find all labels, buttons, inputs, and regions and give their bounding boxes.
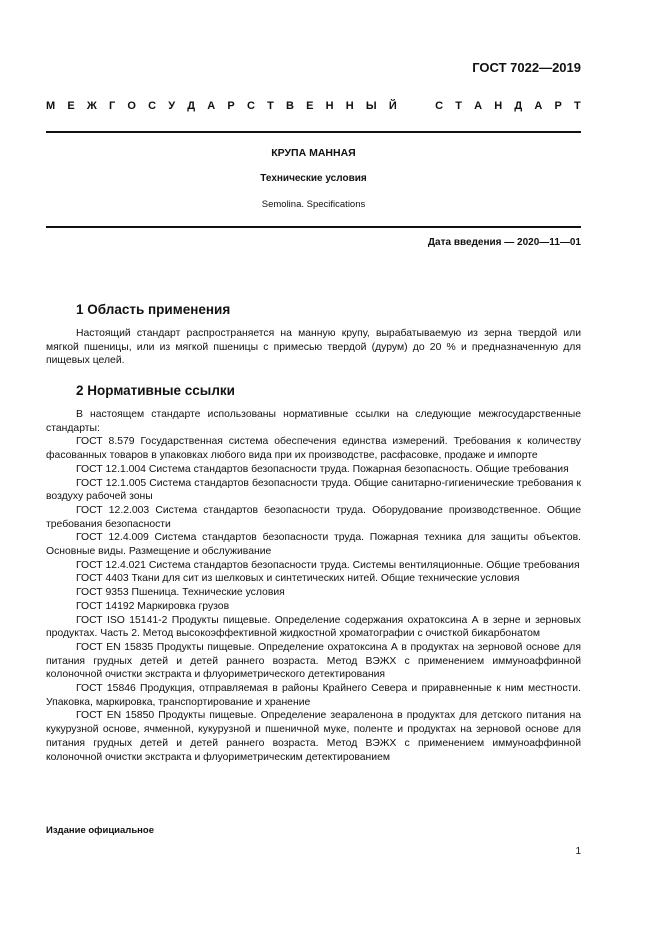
reference-paragraph: ГОСТ 12.1.004 Система стандартов безопасности труда. Пожарная безопасность. Общие требования: [76, 463, 569, 475]
reference-paragraph: ГОСТ 12.4.021 Система стандартов безопасности труда. Системы вентиляционные. Общие требования: [76, 559, 580, 571]
heading-letter: С: [246, 100, 255, 112]
heading-letter: О: [127, 100, 136, 112]
introduction-date: Дата введения — 2020—11—01: [427, 237, 581, 248]
section-1-paragraph: Настоящий стандарт распространяется на манную крупу, вырабатываемую из зерна твердой или мягкой пшеницы, или из мягкой пшеницы с примесью твердой (дурум) до 20 % и предназначенную для пищевых целей.: [46, 328, 581, 367]
document-title: КРУПА МАННАЯ: [271, 147, 356, 159]
reference-paragraph: ГОСТ ISO 15141-2 Продукты пищевые. Определение содержания охратоксина А в зерне и зерновых продуктах. Часть 2. Метод высокоэффективной жидкостной хроматографии с очисткой бикарбонатом: [46, 614, 581, 640]
heading-letter: Н: [325, 100, 334, 112]
heading-letter: А: [534, 100, 543, 112]
heading-letter: Й: [388, 100, 397, 112]
section-2-heading: 2 Нормативные ссылки: [76, 383, 235, 398]
reference-paragraph: ГОСТ EN 15850 Продукты пищевые. Определение зеараленона в продуктах для детского питания на кукурузной основе, ячменной, кукурузной и пшеничной муке, поленте и продуктах на зерновой основе для питания грудных детей и детей раннего возраста. Метод ВЭЖХ с применением иммуноаффинной колоночной очистки экстракта и флуориметрическим детектированием: [46, 710, 581, 763]
heading-letter: Д: [187, 100, 196, 112]
heading-word-gap: [409, 100, 423, 112]
reference-paragraph: ГОСТ 15846 Продукция, отправляемая в районы Крайнего Севера и приравненные к ним местности. Упаковка, маркировка, транспортирование и хранение: [46, 683, 581, 708]
heading-letter: Н: [345, 100, 354, 112]
heading-letter: Т: [455, 100, 462, 112]
document-english-title: Semolina. Specifications: [261, 199, 366, 210]
heading-letter: Е: [67, 100, 75, 112]
reference-paragraph: ГОСТ 12.2.003 Система стандартов безопасности труда. Оборудование производственное. Общие требования безопасности: [46, 504, 581, 530]
heading-letter: В: [285, 100, 294, 112]
heading-letter: Т: [267, 100, 274, 112]
reference-paragraph: ГОСТ 12.4.009 Система стандартов безопасности труда. Пожарная техника для защиты объектов. Основные виды. Размещение и обслуживание: [46, 532, 581, 558]
heading-letter: М: [46, 100, 56, 112]
heading-letter: Ж: [86, 100, 97, 112]
heading-letter: Ы: [365, 100, 377, 112]
reference-paragraph: ГОСТ 12.1.005 Система стандартов безопасности труда. Общие санитарно-гигиенические требования к воздуху рабочей зоны: [46, 477, 581, 503]
heading-letter: А: [207, 100, 216, 112]
heading-letter: А: [474, 100, 483, 112]
section-1-body: [46, 327, 581, 368]
heading-letter: У: [168, 100, 176, 112]
heading-letter: Р: [554, 100, 562, 112]
document-id: ГОСТ 7022—2019: [472, 60, 581, 75]
document-subtitle: Технические условия: [260, 173, 367, 184]
interstate-standard-heading: [46, 100, 581, 112]
reference-paragraph: ГОСТ 14192 Маркировка грузов: [76, 600, 230, 612]
reference-paragraph: ГОСТ 8.579 Государственная система обеспечения единства измерений. Требования к количеству фасованных товаров в упаковках любого вида при их производстве, расфасовке, продаже и импорте: [46, 436, 581, 462]
header-rule: [46, 131, 581, 133]
section-2-body: [46, 408, 581, 764]
reference-paragraph: ГОСТ 4403 Ткани для сит из шелковых и синтетических нитей. Общие технические условия: [76, 573, 520, 585]
heading-letter: Т: [574, 100, 581, 112]
official-edition-label: Издание официальное: [46, 825, 154, 836]
heading-letter: С: [435, 100, 444, 112]
reference-paragraph: ГОСТ 9353 Пшеница. Технические условия: [76, 587, 285, 599]
heading-letter: С: [148, 100, 157, 112]
heading-letter: Н: [494, 100, 503, 112]
section-1-heading: 1 Область применения: [76, 302, 231, 317]
heading-letter: Г: [108, 100, 116, 112]
reference-paragraph: ГОСТ EN 15835 Продукты пищевые. Определение охратоксина А в продуктах на зерновой основе для питания грудных детей и детей раннего возраста. Метод ВЭЖХ с применением иммуноаффинной колоночной очистки экстракта и флуориметрического детектирования: [46, 641, 581, 681]
heading-letter: Р: [227, 100, 235, 112]
reference-paragraph: В настоящем стандарте использованы нормативные ссылки на следующие межгосударственные стандарты:: [46, 409, 581, 434]
page-number: 1: [575, 846, 581, 857]
title-rule: [46, 226, 581, 228]
heading-letter: Е: [306, 100, 314, 112]
heading-letter: Д: [514, 100, 523, 112]
